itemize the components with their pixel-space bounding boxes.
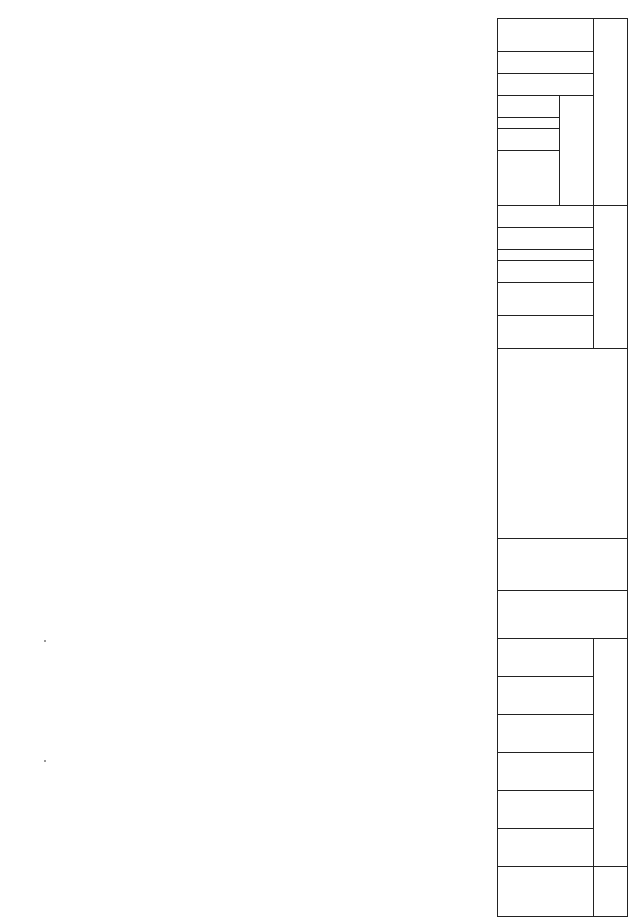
scan-mark [44,640,46,642]
unit-column-header [498,539,628,591]
base-year-column-header [498,591,628,639]
ac-zadacha-header [498,261,594,283]
budget-codes-header [594,19,628,206]
years-group-header [594,639,628,867]
year-header [498,677,594,715]
target-value-subheader [498,867,594,917]
year-header [498,639,594,677]
programma-header [498,96,560,118]
target-article-header [560,96,594,206]
admin-code-header [498,19,594,52]
ac-nomer-header [498,316,594,349]
name-column-header [498,349,628,539]
target-column-header [594,867,628,917]
rotated-table-sheet [210,18,628,888]
year-header [498,753,594,791]
podprogramma-header [498,118,560,129]
podrazdel-header [498,74,594,96]
scan-mark [44,760,46,762]
napravlenie-header [498,151,560,206]
extra-code-header [594,206,628,349]
ac-cel-header [498,250,594,261]
razdel-header [498,52,594,74]
ac-meropriyatie-header [498,283,594,316]
ac-programma-header [498,206,594,228]
year-header [498,715,594,753]
ac-podprogramma-header [498,228,594,250]
program-table [497,18,628,917]
year-header [498,829,594,867]
zadacha-header [498,129,560,151]
year-header [498,791,594,829]
